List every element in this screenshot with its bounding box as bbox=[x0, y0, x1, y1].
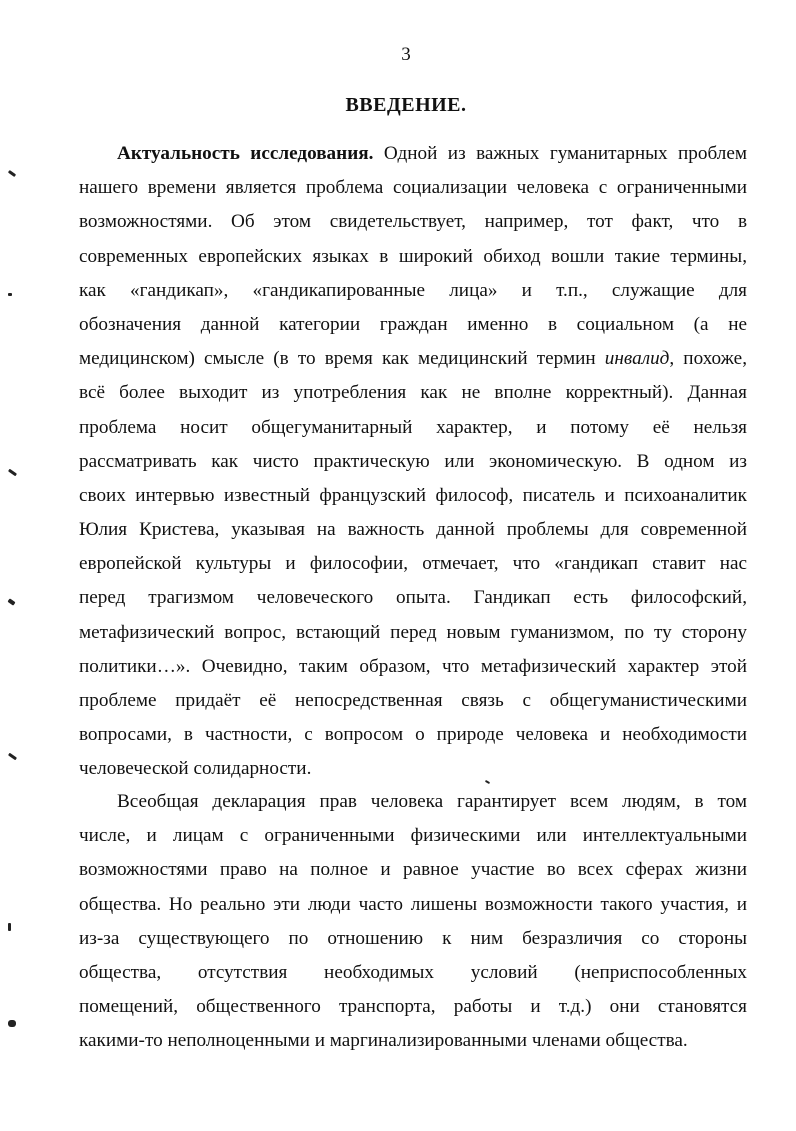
italic-term: инвалид bbox=[604, 348, 670, 370]
scan-mark bbox=[8, 170, 16, 177]
text-line: числе, и лицам с ограниченными физическими или интеллектуальными bbox=[79, 825, 747, 847]
page-number: 3 bbox=[401, 44, 411, 65]
text-line: возможностями. Об этом свидетельствует, например, тот факт, что в bbox=[79, 211, 747, 233]
text-line: общества, отсутствия необходимых условий (неприспособленных bbox=[79, 961, 747, 983]
lead-phrase: Актуальность исследования. bbox=[117, 143, 374, 164]
scan-mark bbox=[7, 598, 15, 605]
text-line: всё более выходит из употребления как не вполне корректный). Данная bbox=[79, 382, 747, 404]
section-heading: ВВЕДЕНИЕ. bbox=[345, 94, 467, 116]
text-line: общества. Но реально эти люди часто лишены возможности такого участия, и bbox=[79, 893, 747, 915]
text-line: как «гандикап», «гандикапированные лица» и т.п., служащие для bbox=[79, 279, 747, 301]
scan-mark bbox=[8, 1020, 16, 1027]
text-line: нашего времени является проблема социализации человека с ограниченными bbox=[79, 177, 747, 199]
text-line: какими-то неполноценными и маргинализированными членами общества. bbox=[79, 1030, 688, 1052]
text-line: обозначения данной категории граждан именно в социальном (а не bbox=[79, 313, 747, 335]
text-line: человеческой солидарности. bbox=[79, 758, 312, 780]
text-line: вопросами, в частности, с вопросом о природе человека и необходимости bbox=[79, 724, 747, 746]
text-line: современных европейских языках в широкий обиход вошли такие термины, bbox=[79, 245, 747, 267]
text-line: Всеобщая декларация прав человека гарантирует всем людям, в том bbox=[117, 791, 747, 812]
scan-mark bbox=[8, 293, 12, 296]
text-line: помещений, общественного транспорта, работы и т.д.) они становятся bbox=[79, 996, 747, 1018]
text-line: своих интервью известный французский философ, писатель и психоаналитик bbox=[79, 484, 747, 506]
text-line: проблема носит общегуманитарный характер, и потому её нельзя bbox=[79, 416, 747, 438]
text-line: рассматривать как чисто практическую или экономическую. В одном из bbox=[79, 450, 747, 472]
text-line: европейской культуры и философии, отмечает, что «гандикап ставит нас bbox=[79, 553, 747, 575]
text-line: метафизический вопрос, встающий перед новым гуманизмом, по ту сторону bbox=[79, 621, 747, 643]
text-line: возможностями право на полное и равное участие во всех сферах жизни bbox=[79, 859, 747, 881]
text-line: проблеме придаёт её непосредственная связь с общегуманистическими bbox=[79, 690, 747, 711]
text-line: медицинском) смысле (в то время как медицинский термин инвалид, похоже, bbox=[79, 348, 747, 370]
paragraph-relevance bbox=[79, 137, 747, 787]
text-line: перед трагизмом человеческого опыта. Гандикап есть философский, bbox=[79, 587, 747, 609]
scan-mark bbox=[8, 923, 11, 931]
scan-mark bbox=[8, 753, 17, 761]
text-line: политики…». Очевидно, таким образом, что метафизический характер этой bbox=[79, 655, 747, 677]
text-line: Юлия Кристева, указывая на важность данной проблемы для современной bbox=[79, 519, 747, 541]
scan-mark bbox=[8, 469, 17, 477]
text-line: Актуальность исследования. Одной из важных гуманитарных проблем bbox=[117, 143, 747, 164]
paragraph-declaration bbox=[79, 785, 747, 1059]
text-line: из-за существующего по отношению к ним безразличия со стороны bbox=[79, 927, 747, 949]
